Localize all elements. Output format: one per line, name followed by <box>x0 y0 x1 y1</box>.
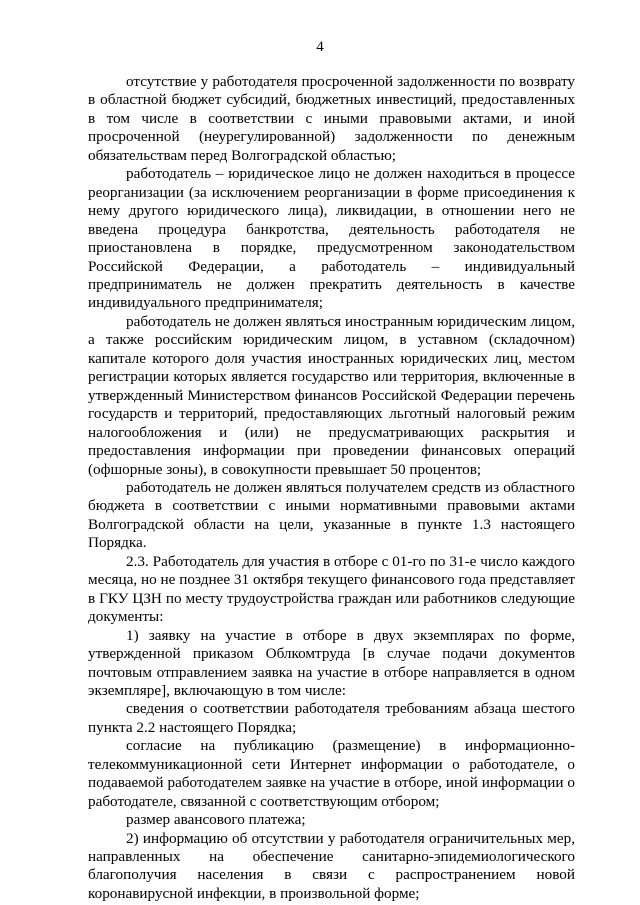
page-number: 4 <box>316 39 324 55</box>
paragraph-advance-payment: размер авансового платежа; <box>126 811 306 829</box>
paragraph-item-1-application: 1) заявку на участие в отборе в двух экземплярах по форме, утвержденной приказом Облкомтруда [в случае подачи документов почтовым отправлением заявка на участие в отборе направляется в одном экземпляре], включающую в том числе: <box>88 626 575 699</box>
paragraph-not-budget-recipient: работодатель не должен являться получателем средств из областного бюджета в соответствии с иными нормативными правовыми актами Волгоградской области на цели, указанные в пункте 1.3 настоящего Порядка. <box>88 478 575 552</box>
paragraph-compliance-info: сведения о соответствии работодателя требованиям абзаца шестого пункта 2.2 настоящего Порядка; <box>88 700 575 736</box>
document-body <box>88 73 575 903</box>
paragraph-not-foreign-entity: работодатель не должен являться иностранным юридическим лицом, а также российским юридическим лицом, в уставном (складочном) капитале которого доля участия иностранных юридических лиц, местом регистрации которых является государство или территория, включенные в утвержденный Министерством финансов Российской Федерации перечень государств и территорий, предоставляющих льготный налоговый режим налогообложения и (или) не предусматривающих раскрытия и предоставления информации при проведении финансовых операций (офшорные зоны), в совокупности превышает 50 процентов; <box>88 312 575 478</box>
paragraph-publication-consent: согласие на публикацию (размещение) в информационно-телекоммуникационной сети Интернет информации о работодателе, о подаваемой работодателем заявке на участие в отборе, иной информации о работодателе, связанной с соответствующим отбором; <box>88 737 575 810</box>
paragraph-no-debt: отсутствие у работодателя просроченной задолженности по возврату в областной бюджет субсидий, бюджетных инвестиций, предоставленных в том числе в соответствии с иными правовыми актами, и иной просроченной (неурегулированной) задолженности по денежным обязательствам перед Волгоградской областью; <box>88 73 575 164</box>
paragraph-no-reorganization: работодатель – юридическое лицо не должен находиться в процессе реорганизации (за исключением реорганизации в форме присоединения к нему другого юридического лица), ликвидации, в отношении него не введена процедура банкротства, деятельность работодателя не приостановлена в порядке, предусмотренном законодательством Российской Федерации, а работодатель – индивидуальный предприниматель не должен прекратить деятельность в качестве индивидуального предпринимателя; <box>88 165 575 312</box>
paragraph-section-2-3: 2.3. Работодатель для участия в отборе с 01-го по 31-е число каждого месяца, но не позднее 31 октября текущего финансового года представляет в ГКУ ЦЗН по месту трудоустройства граждан или работников следующие документы: <box>88 552 575 626</box>
paragraph-item-2-restrictions: 2) информацию об отсутствии у работодателя ограничительных мер, направленных на обеспечение санитарно-эпидемиологического благополучия населения в связи с распространением новой коронавирусной инфекции, в произвольной форме; <box>88 829 575 902</box>
